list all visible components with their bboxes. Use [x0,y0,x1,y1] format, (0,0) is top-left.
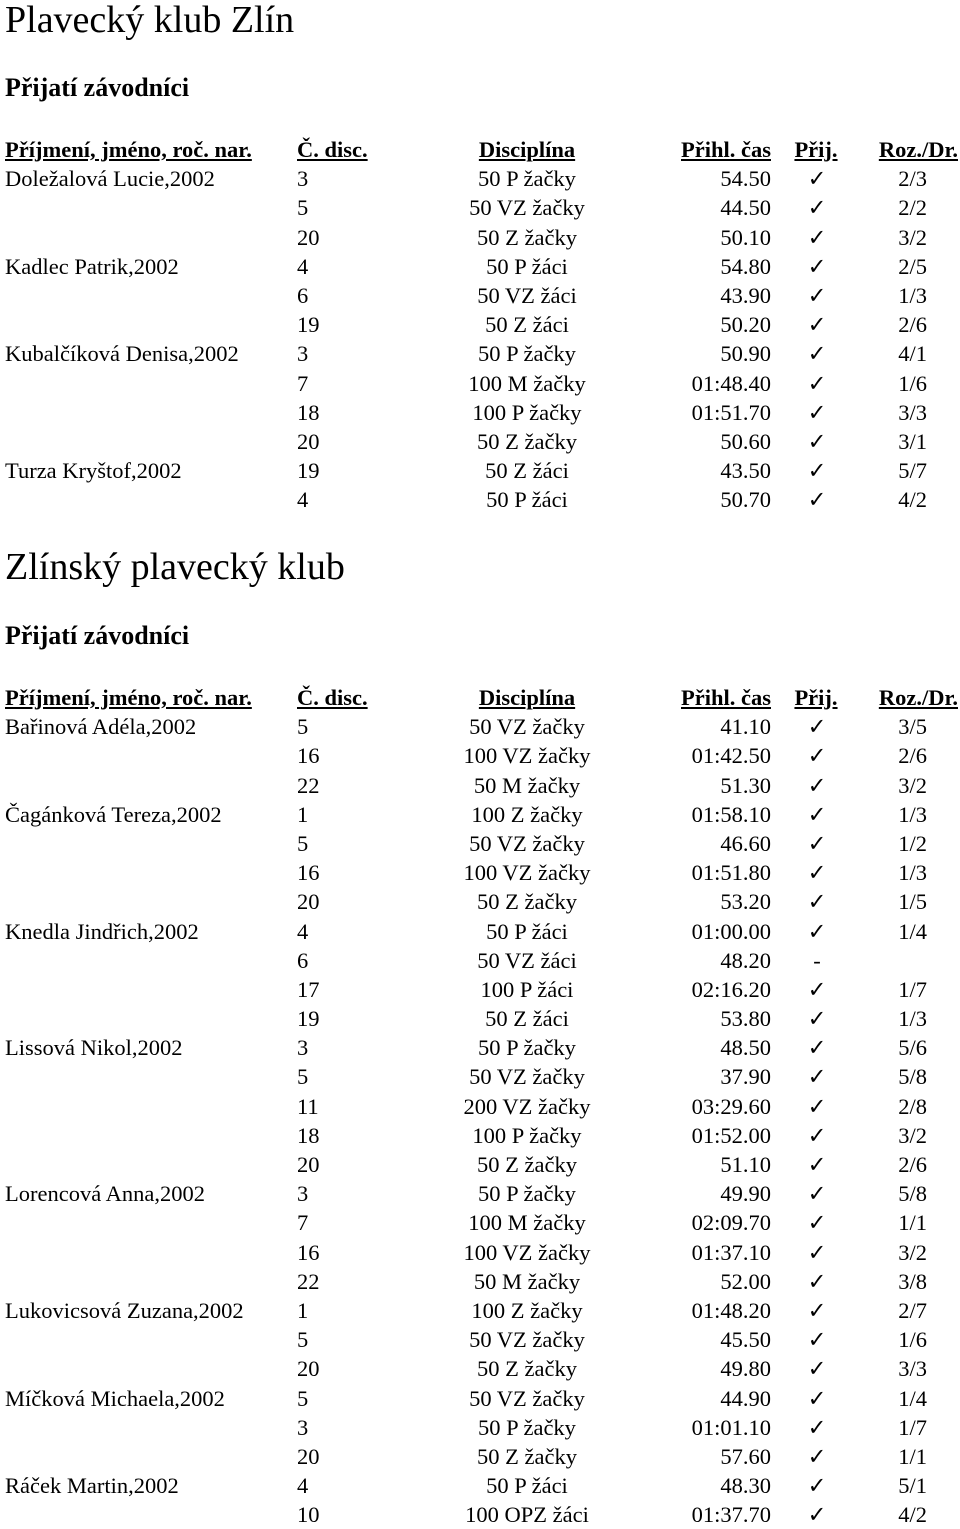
event-number: 3 [297,341,309,367]
event-number: 16 [297,743,320,769]
table-row [0,1442,960,1471]
swimmer-name: Turza Kryštof,2002 [5,458,182,484]
table-row [0,946,960,975]
heat-lane: 2/6 [898,743,927,769]
event-number: 20 [297,428,320,454]
event-number: 3 [297,1414,309,1440]
entry-time: 43.50 [720,458,771,484]
table-row [0,1267,960,1296]
heat-lane: 1/4 [898,918,927,944]
discipline: 100 Z žačky [471,801,583,827]
entry-time: 01:01.10 [691,1414,771,1440]
heat-lane: 3/2 [898,1239,927,1265]
accepted-check: ✓ [807,772,827,798]
table-row [0,485,960,514]
accepted-check: ✓ [807,1152,827,1177]
accepted-check: ✓ [807,224,827,250]
heat-lane: 1/1 [898,1443,927,1469]
table-row [0,193,960,222]
results-table [0,683,960,1529]
discipline: 50 Z žačky [477,889,577,915]
table-row [0,829,960,858]
accepted-check: ✓ [807,282,827,308]
heat-lane: 4/1 [898,341,927,367]
swimmer-name: Čagánková Tereza,2002 [5,801,222,827]
header-accepted: Přij. [794,137,838,162]
table-row [0,1325,960,1354]
event-number: 22 [297,772,320,798]
entry-time: 53.80 [720,1006,771,1032]
entry-time: 43.90 [720,282,771,308]
discipline: 50 P žačky [478,1035,576,1061]
event-number: 22 [297,1268,320,1294]
discipline: 100 P žačky [472,1122,582,1148]
swimmer-name: Doležalová Lucie,2002 [5,166,215,192]
heat-lane: 1/3 [898,282,927,308]
event-number: 17 [297,976,320,1002]
table-row [0,1004,960,1033]
event-number: 20 [297,1356,320,1382]
entry-time: 51.10 [720,1152,771,1177]
accepted-check: ✓ [807,1239,827,1265]
swimmer-name: Kadlec Patrik,2002 [5,253,179,279]
table-row [0,310,960,339]
accepted-check: ✓ [807,370,827,396]
accepted-check: ✓ [807,1035,827,1061]
discipline: 100 P žačky [472,399,582,425]
entry-time: 01:00.00 [691,918,771,944]
entry-time: 01:52.00 [691,1122,771,1148]
table-row [0,917,960,946]
heat-lane: 1/6 [898,370,927,396]
discipline: 50 M žačky [473,772,581,798]
accepted-check: ✓ [807,918,827,944]
event-number: 5 [297,1385,309,1411]
event-number: 6 [297,947,309,973]
heat-lane: 3/3 [898,1356,927,1382]
event-number: 3 [297,1035,309,1061]
table-row [0,1238,960,1267]
accepted-check: ✓ [807,1297,827,1323]
header-entry-time: Přihl. čas [681,137,771,162]
discipline: 50 Z žáci [485,312,569,338]
table-row [0,223,960,252]
table-row [0,398,960,427]
header-event-no: Č. disc. [297,137,368,162]
heat-lane: 3/8 [898,1268,927,1294]
entry-time: 50.10 [720,224,771,250]
entry-time: 57.60 [720,1443,771,1469]
table-row [0,712,960,741]
discipline: 50 VZ žačky [469,195,585,221]
entry-time: 01:48.40 [691,370,771,396]
accepted-check: ✓ [807,830,827,856]
accepted-check: ✓ [807,1210,827,1236]
event-number: 5 [297,1064,309,1090]
heat-lane: 3/2 [898,1122,927,1148]
header-name: Příjmení, jméno, roč. nar. [5,137,252,162]
table-row [0,1413,960,1442]
accepted-check: - [813,947,821,973]
header-heat-lane: Roz./Dr. [878,137,958,162]
discipline: 50 Z žačky [477,1152,577,1177]
accepted-check: ✓ [807,1064,827,1090]
table-row [0,1208,960,1237]
accepted-check: ✓ [807,253,827,279]
discipline: 50 P žáci [486,487,568,513]
header-discipline: Disciplína [478,685,576,710]
discipline: 50 VZ žačky [469,1064,585,1090]
entry-time: 48.50 [720,1035,771,1061]
event-number: 5 [297,714,309,740]
event-number: 7 [297,370,309,396]
swimmer-name: Lissová Nikol,2002 [5,1035,183,1061]
event-number: 1 [297,801,309,827]
discipline: 50 P žáci [486,918,568,944]
heat-lane: 1/3 [898,801,927,827]
event-number: 3 [297,166,309,192]
accepted-check: ✓ [807,1122,827,1148]
discipline: 100 VZ žačky [463,743,591,769]
table-row [0,1062,960,1091]
swimmer-name: Kubalčíková Denisa,2002 [5,341,239,367]
event-number: 18 [297,399,320,425]
accepted-check: ✓ [807,1502,827,1528]
accepted-check: ✓ [807,458,827,484]
discipline: 50 Z žačky [477,224,577,250]
discipline: 50 Z žáci [485,458,569,484]
discipline: 50 P žačky [478,1181,576,1207]
heat-lane: 3/2 [898,772,927,798]
swimmer-name: Míčková Michaela,2002 [5,1385,225,1411]
heat-lane: 2/7 [898,1297,927,1323]
entry-time: 49.80 [720,1356,771,1382]
entry-time: 46.60 [720,830,771,856]
accepted-check: ✓ [807,195,827,221]
swimmer-name: Knedla Jindřich,2002 [5,918,199,944]
accepted-check: ✓ [807,312,827,338]
discipline: 50 P žačky [478,166,576,192]
accepted-check: ✓ [807,976,827,1002]
entry-time: 54.50 [720,166,771,192]
entry-time: 45.50 [720,1327,771,1353]
discipline: 50 VZ žačky [469,1327,585,1353]
accepted-check: ✓ [807,714,827,740]
entry-time: 50.20 [720,312,771,338]
table-row [0,1384,960,1413]
entry-time: 51.30 [720,772,771,798]
accepted-check: ✓ [807,1268,827,1294]
heat-lane: 4/2 [898,1502,927,1528]
event-number: 5 [297,1327,309,1353]
heat-lane: 2/8 [898,1093,927,1119]
discipline: 100 VZ žačky [463,860,591,886]
table-row [0,1179,960,1208]
table-row [0,427,960,456]
entry-time: 54.80 [720,253,771,279]
accepted-check: ✓ [807,1356,827,1382]
discipline: 50 Z žáci [485,1006,569,1032]
event-number: 19 [297,1006,320,1032]
event-number: 4 [297,487,309,513]
entry-time: 01:37.10 [691,1239,771,1265]
discipline: 100 OPZ žáci [465,1502,589,1528]
heat-lane: 3/3 [898,399,927,425]
heat-lane: 1/4 [898,1385,927,1411]
accepted-check: ✓ [807,1327,827,1353]
table-row [0,887,960,916]
heat-lane: 2/2 [898,195,927,221]
accepted-check: ✓ [807,860,827,886]
discipline: 100 VZ žačky [463,1239,591,1265]
header-event-no: Č. disc. [297,685,368,710]
entry-time: 01:58.10 [691,801,771,827]
table-row [0,1092,960,1121]
discipline: 50 VZ žačky [469,1385,585,1411]
discipline: 50 P žačky [478,341,576,367]
accepted-check: ✓ [807,801,827,827]
event-number: 4 [297,918,309,944]
table-row [0,281,960,310]
event-number: 5 [297,830,309,856]
header-entry-time: Přihl. čas [681,685,771,710]
discipline: 50 P žáci [486,1473,568,1499]
discipline: 50 M žačky [473,1268,581,1294]
accepted-check: ✓ [807,743,827,769]
table-row [0,858,960,887]
heat-lane: 1/7 [898,1414,927,1440]
table-row [0,1354,960,1383]
swimmer-name: Ráček Martin,2002 [5,1473,179,1499]
table-row [0,1471,960,1500]
accepted-check: ✓ [807,1473,827,1499]
entry-time: 48.30 [720,1473,771,1499]
discipline: 50 VZ žačky [469,830,585,856]
discipline: 100 P žáci [480,976,574,1002]
table-row [0,339,960,368]
discipline: 50 Z žačky [477,428,577,454]
entry-time: 02:09.70 [691,1210,771,1236]
event-number: 5 [297,195,309,221]
entry-time: 01:42.50 [691,743,771,769]
heat-lane: 2/3 [898,166,927,192]
entry-time: 44.90 [720,1385,771,1411]
event-number: 3 [297,1181,309,1207]
table-row [0,1500,960,1529]
event-number: 18 [297,1122,320,1148]
event-number: 20 [297,1152,320,1177]
section-subtitle: Přijatí závodníci [5,621,190,650]
heat-lane: 3/2 [898,224,927,250]
table-row [0,1121,960,1150]
entry-time: 01:51.70 [691,399,771,425]
accepted-check: ✓ [807,1093,827,1119]
accepted-check: ✓ [807,1443,827,1469]
table-row [0,975,960,1004]
event-number: 16 [297,1239,320,1265]
table-row [0,741,960,770]
accepted-check: ✓ [807,487,827,513]
discipline: 50 P žáci [486,253,568,279]
accepted-check: ✓ [807,1006,827,1032]
entry-time: 52.00 [720,1268,771,1294]
heat-lane: 1/1 [898,1210,927,1236]
heat-lane: 5/1 [898,1473,927,1499]
event-number: 6 [297,282,309,308]
table-row [0,252,960,281]
accepted-check: ✓ [807,166,827,192]
entry-time: 37.90 [720,1064,771,1090]
accepted-check: ✓ [807,399,827,425]
event-number: 20 [297,1443,320,1469]
entry-time: 02:16.20 [691,976,771,1002]
entry-time: 50.60 [720,428,771,454]
heat-lane: 3/5 [898,714,927,740]
heat-lane: 1/5 [898,889,927,915]
table-header [0,135,960,164]
entry-time: 03:29.60 [691,1093,771,1119]
discipline: 50 VZ žačky [469,714,585,740]
heat-lane: 4/2 [898,487,927,513]
event-number: 7 [297,1210,309,1236]
discipline: 50 Z žačky [477,1356,577,1382]
table-row [0,1150,960,1179]
entry-time: 50.70 [720,487,771,513]
accepted-check: ✓ [807,889,827,915]
swimmer-name: Lorencová Anna,2002 [5,1181,205,1207]
section-subtitle: Přijatí závodníci [5,73,190,102]
accepted-check: ✓ [807,1414,827,1440]
swimmer-name: Bařinová Adéla,2002 [5,714,197,740]
event-number: 4 [297,1473,309,1499]
club-title: Zlínský plavecký klub [5,546,345,588]
accepted-check: ✓ [807,428,827,454]
discipline: 50 VZ žáci [477,947,577,973]
heat-lane: 1/7 [898,976,927,1002]
heat-lane: 1/2 [898,830,927,856]
entry-time: 48.20 [720,947,771,973]
heat-lane: 2/6 [898,1152,927,1177]
header-heat-lane: Roz./Dr. [878,685,958,710]
club-title: Plavecký klub Zlín [5,0,295,41]
entry-time: 50.90 [720,341,771,367]
event-number: 16 [297,860,320,886]
heat-lane: 1/3 [898,860,927,886]
event-number: 1 [297,1297,309,1323]
heat-lane: 2/6 [898,312,927,338]
heat-lane: 5/6 [898,1035,927,1061]
entry-time: 49.90 [720,1181,771,1207]
header-accepted: Přij. [794,685,838,710]
header-name: Příjmení, jméno, roč. nar. [5,685,252,710]
event-number: 10 [297,1502,320,1528]
discipline: 200 VZ žačky [463,1093,591,1119]
table-row [0,456,960,485]
table-row [0,771,960,800]
event-number: 19 [297,312,320,338]
heat-lane: 2/5 [898,253,927,279]
accepted-check: ✓ [807,1385,827,1411]
event-number: 11 [297,1093,319,1119]
table-row [0,369,960,398]
table-row [0,1296,960,1325]
discipline: 100 Z žačky [471,1297,583,1323]
table-header [0,683,960,712]
entry-time: 44.50 [720,195,771,221]
discipline: 50 Z žačky [477,1443,577,1469]
swimmer-name: Lukovicsová Zuzana,2002 [5,1297,244,1323]
entry-time: 01:51.80 [691,860,771,886]
heat-lane: 5/7 [898,458,927,484]
heat-lane: 1/6 [898,1327,927,1353]
event-number: 20 [297,889,320,915]
heat-lane: 1/3 [898,1006,927,1032]
event-number: 4 [297,253,309,279]
results-table [0,135,960,514]
table-row [0,1033,960,1062]
discipline: 100 M žačky [468,1210,586,1236]
table-row [0,800,960,829]
table-row [0,164,960,193]
heat-lane: 3/1 [898,428,927,454]
entry-time: 41.10 [720,714,771,740]
discipline: 100 M žačky [468,370,586,396]
entry-time: 53.20 [720,889,771,915]
header-discipline: Disciplína [478,137,576,162]
entry-time: 01:48.20 [691,1297,771,1323]
heat-lane: 5/8 [898,1181,927,1207]
discipline: 50 VZ žáci [477,282,577,308]
event-number: 19 [297,458,320,484]
entry-time: 01:37.70 [691,1502,771,1528]
heat-lane: 5/8 [898,1064,927,1090]
discipline: 50 P žačky [478,1414,576,1440]
accepted-check: ✓ [807,341,827,367]
event-number: 20 [297,224,320,250]
accepted-check: ✓ [807,1181,827,1207]
